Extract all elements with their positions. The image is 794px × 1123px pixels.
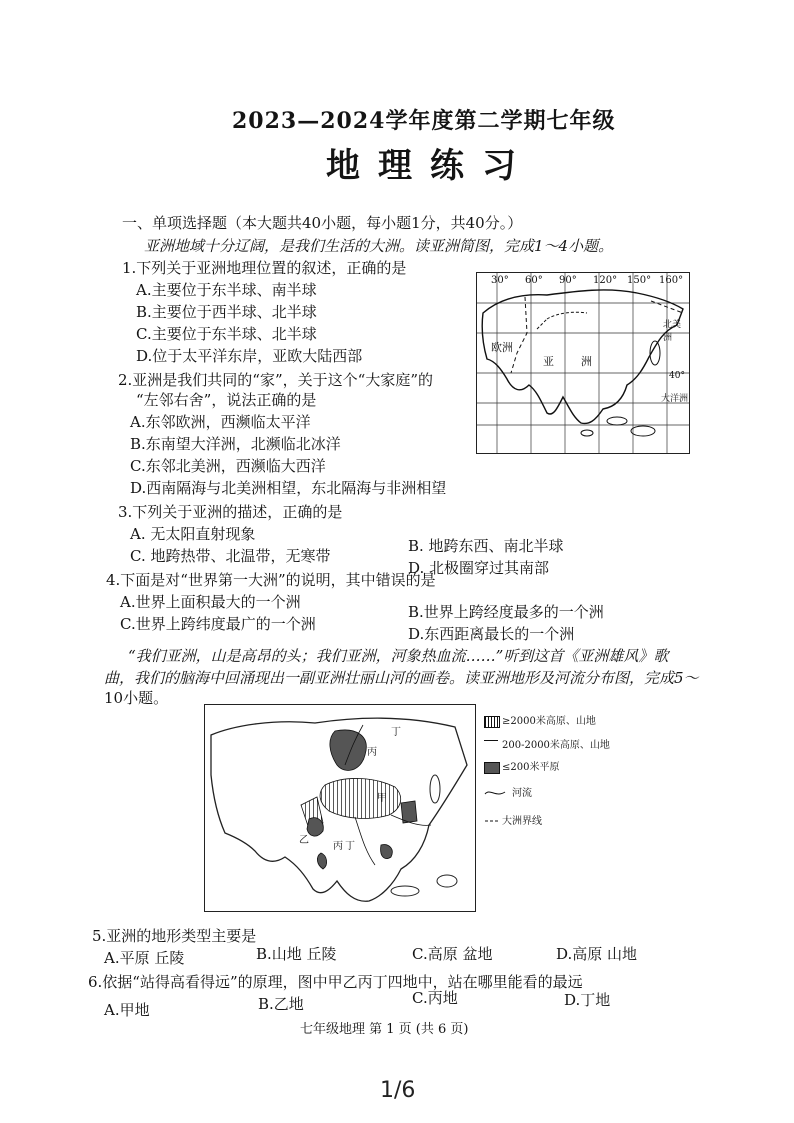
legend-low-label: ≤200米平原 bbox=[502, 762, 560, 773]
q6-option-b: B.乙地 bbox=[258, 995, 304, 1013]
legend-river-label: 河流 bbox=[512, 788, 532, 799]
q3-option-d: D. 北极圈穿过其南部 bbox=[408, 559, 550, 577]
q6-option-d: D.丁地 bbox=[564, 991, 611, 1009]
q6-stem: 6.依据“站得高看得远”的原理，图中甲乙丙丁四地中，站在哪里能看的最远 bbox=[88, 973, 583, 991]
exam-title: 2023—2024学年度第二学期七年级 bbox=[232, 108, 616, 134]
q3-stem: 3.下列关于亚洲的描述，正确的是 bbox=[118, 503, 343, 521]
pager-indicator: 1/6 bbox=[380, 1078, 416, 1103]
q1-option-b: B.主要位于西半球、北半球 bbox=[136, 303, 317, 321]
passage-line-1: “我们亚洲，山是高昂的头；我们亚洲，河象热血流……”听到这首《亚洲雄风》歌 bbox=[128, 647, 669, 665]
q4-stem: 4.下面是对“世界第一大洲”的说明，其中错误的是 bbox=[106, 571, 436, 589]
lon-label-60: 60° bbox=[525, 275, 543, 286]
q3-option-b: B. 地跨东西、南北半球 bbox=[408, 537, 564, 555]
q2-option-c: C.东邻北美洲，西濒临大西洋 bbox=[130, 457, 326, 475]
q4-option-b: B.世界上跨经度最多的一个洲 bbox=[408, 603, 604, 621]
exam-subtitle: 地理练习 bbox=[326, 146, 534, 186]
lon-label-150: 150° bbox=[627, 275, 652, 286]
place-ding-d: 丁 bbox=[345, 841, 355, 852]
q5-option-c: C.高原 盆地 bbox=[412, 945, 493, 963]
q1-option-c: C.主要位于东半球、北半球 bbox=[136, 325, 317, 343]
legend-swatch-mid bbox=[484, 740, 498, 751]
q6-option-c: C.丙地 bbox=[412, 989, 458, 1007]
q2-stem-line2: “左邻右舍”，说法正确的是 bbox=[136, 391, 317, 409]
place-yi: 乙 bbox=[299, 835, 309, 846]
north-america-label: 北美洲 bbox=[663, 320, 682, 343]
place-ding: 丁 bbox=[391, 727, 401, 738]
page-footer: 七年级地理 第 1 页 (共 6 页) bbox=[300, 1022, 469, 1037]
lon-label-160: 160° bbox=[659, 275, 684, 286]
q4-option-c: C.世界上跨纬度最广的一个洲 bbox=[120, 615, 316, 633]
lon-label-120: 120° bbox=[593, 275, 618, 286]
legend-border-icon bbox=[484, 816, 500, 826]
lat-40-label: 40° bbox=[669, 371, 685, 381]
q5-option-d: D.高原 山地 bbox=[556, 945, 638, 963]
legend-border-label: 大洲界线 bbox=[502, 816, 542, 827]
section-intro: 亚洲地域十分辽阔，是我们生活的大洲。读亚洲简图，完成1～4小题。 bbox=[144, 237, 614, 255]
legend-high-label: ≥2000米高原、山地 bbox=[502, 716, 596, 727]
asia-label-2: 洲 bbox=[581, 355, 592, 368]
europe-label: 欧洲 bbox=[491, 341, 513, 354]
terrain-map-graphic bbox=[205, 705, 475, 911]
q3-option-c: C. 地跨热带、北温带，无寒带 bbox=[130, 547, 331, 565]
q1-option-a: A.主要位于东半球、南半球 bbox=[136, 281, 317, 299]
q4-option-a: A.世界上面积最大的一个洲 bbox=[120, 593, 301, 611]
place-bing: 丙 bbox=[367, 747, 377, 758]
q5-option-a: A.平原 丘陵 bbox=[104, 949, 185, 967]
q1-option-d: D.位于太平洋东岸，亚欧大陆西部 bbox=[136, 347, 363, 365]
terrain-legend bbox=[484, 716, 624, 836]
q5-stem: 5.亚洲的地形类型主要是 bbox=[92, 927, 257, 945]
q5-option-b: B.山地 丘陵 bbox=[256, 945, 337, 963]
oceania-label: 大洋洲 bbox=[661, 394, 689, 404]
asia-simple-map bbox=[476, 272, 690, 454]
lon-label-30: 30° bbox=[491, 275, 509, 286]
legend-swatch-high bbox=[484, 716, 500, 728]
lon-label-90: 90° bbox=[559, 275, 577, 286]
q2-option-b: B.东南望大洋洲，北濒临北冰洋 bbox=[130, 435, 341, 453]
asia-label-1: 亚 bbox=[543, 355, 554, 368]
q2-option-a: A.东邻欧洲，西濒临太平洋 bbox=[130, 413, 311, 431]
asia-terrain-map bbox=[204, 704, 476, 912]
legend-mid-label: 200-2000米高原、山地 bbox=[502, 740, 610, 751]
q1-stem: 1.下列关于亚洲地理位置的叙述，正确的是 bbox=[122, 259, 407, 277]
place-jia: 甲 bbox=[377, 793, 387, 804]
q6-option-a: A.甲地 bbox=[104, 1001, 150, 1019]
q2-stem-line1: 2.亚洲是我们共同的“家”，关于这个“大家庭”的 bbox=[118, 371, 433, 389]
place-bing-d: 丙 bbox=[333, 841, 343, 852]
q4-option-d: D.东西距离最长的一个洲 bbox=[408, 625, 575, 643]
q2-option-d: D.西南隔海与北美洲相望，东北隔海与非洲相望 bbox=[130, 479, 447, 497]
legend-river-icon bbox=[484, 788, 506, 798]
passage-line-2: 曲，我们的脑海中回涌现出一副亚洲壮丽山河的画卷。读亚洲地形及河流分布图，完成5～ bbox=[104, 669, 699, 687]
legend-swatch-low bbox=[484, 762, 500, 774]
section-heading: 一、单项选择题（本大题共40小题，每小题1分，共40分。） bbox=[122, 214, 523, 232]
q3-option-a: A. 无太阳直射现象 bbox=[130, 525, 256, 543]
passage-line-3: 10小题。 bbox=[104, 689, 169, 707]
